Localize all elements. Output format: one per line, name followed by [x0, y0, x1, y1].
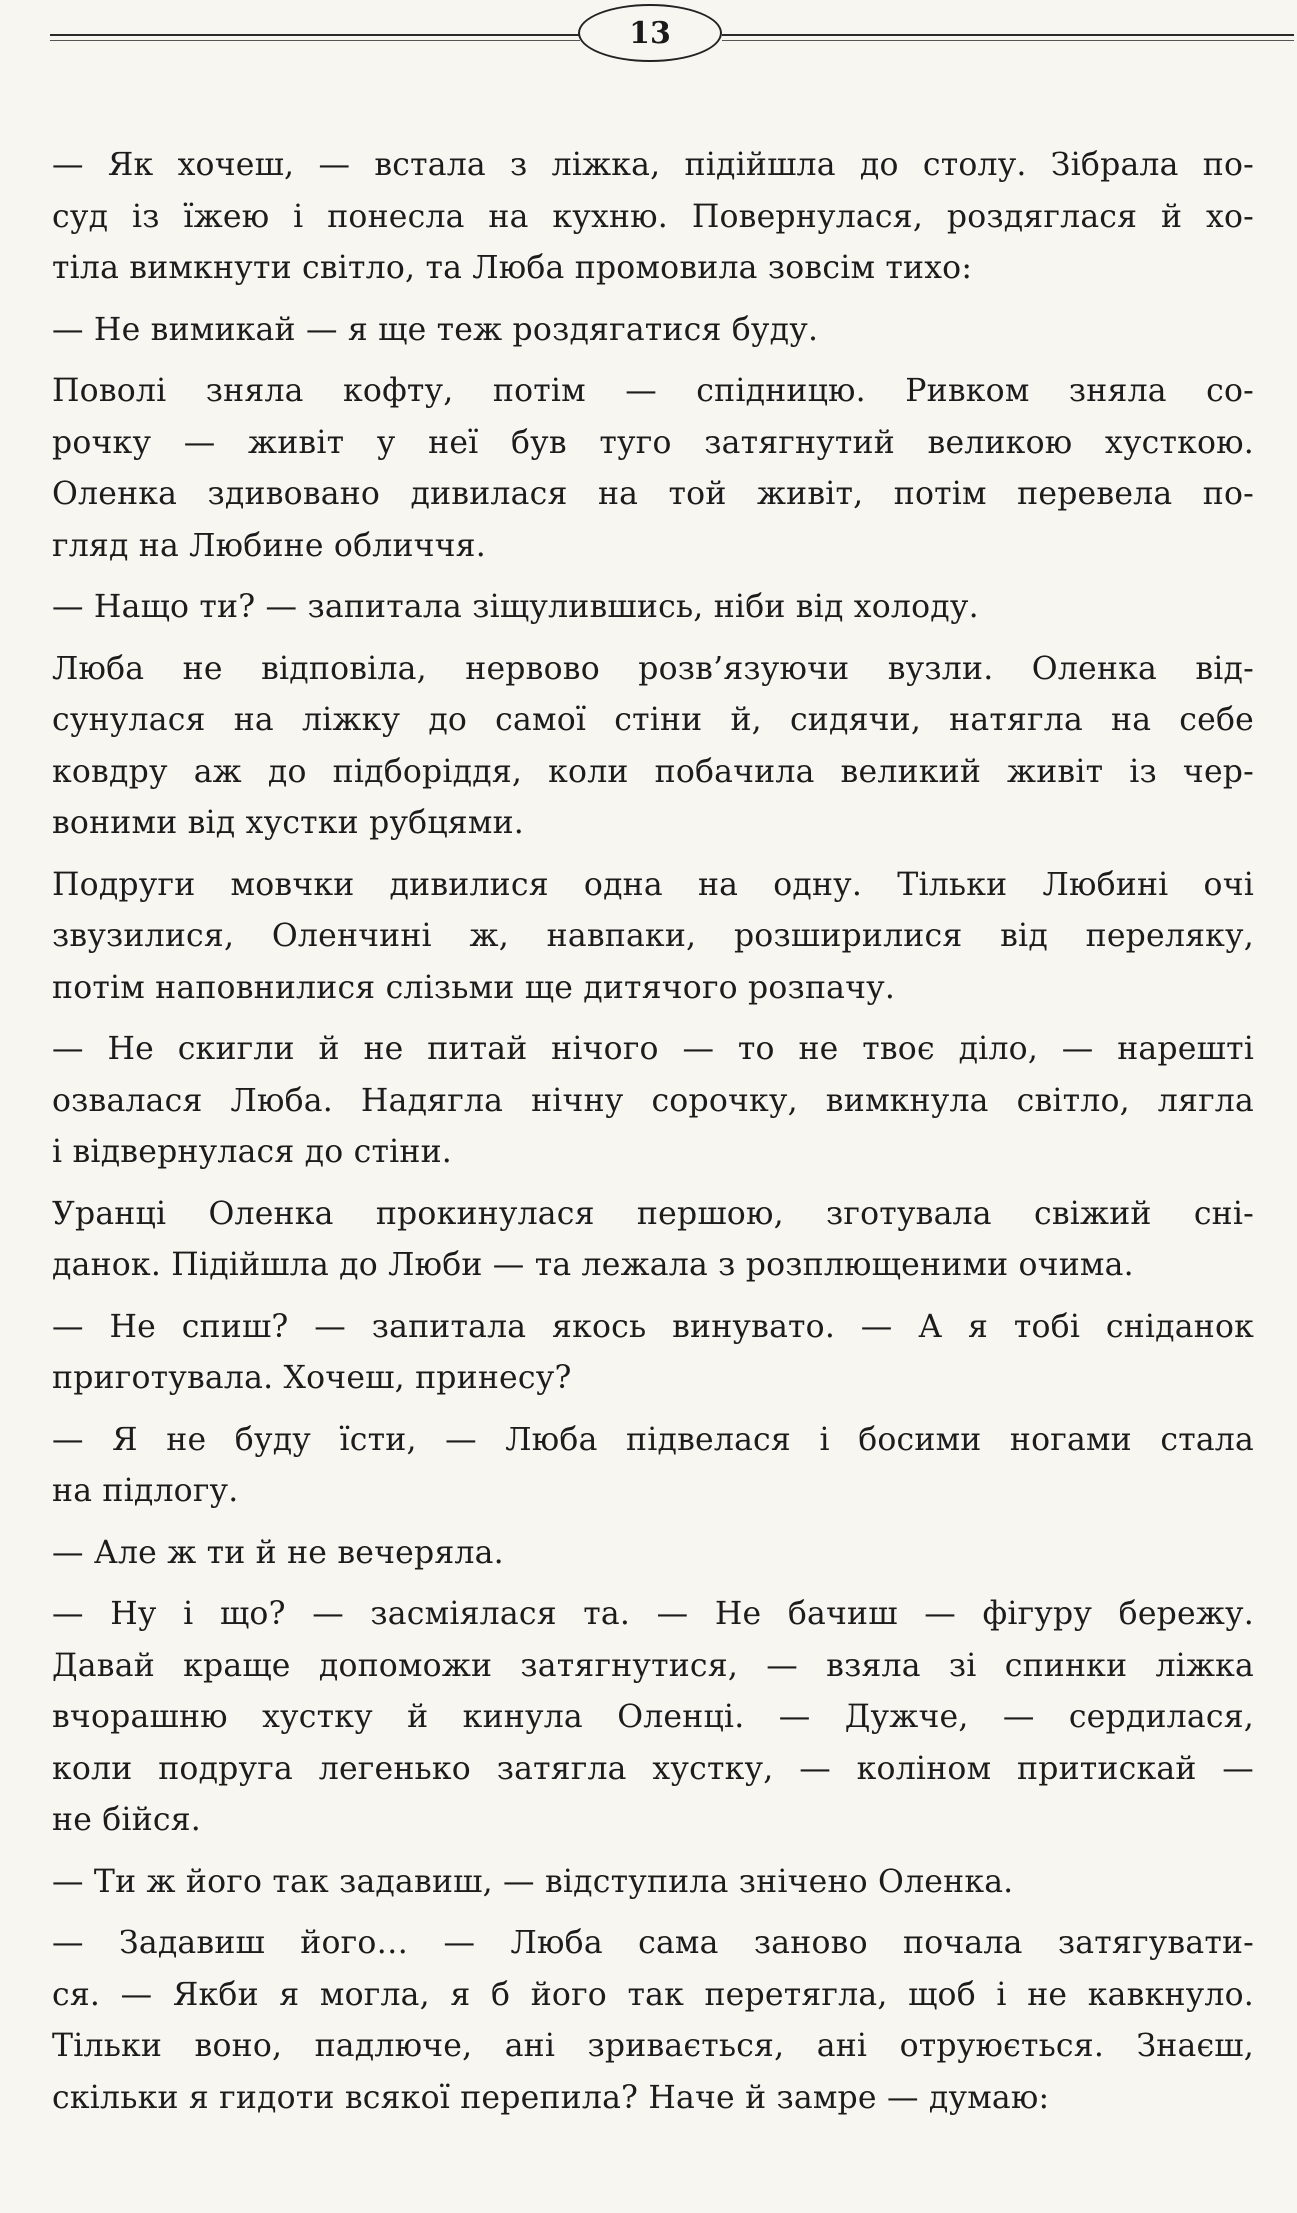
text-line: Поволі зняла кофту, потім — спідницю. Ривком зняла со- [52, 373, 1254, 409]
text-line: ковдру аж до підборіддя, коли побачила великий живіт із чер- [52, 753, 1254, 790]
paragraph [52, 1589, 1254, 1847]
paragraph [52, 1024, 1254, 1179]
text-line: — Ну і що? — засміялася та. — Не бачиш — фігуру бережу. [52, 1596, 1254, 1632]
page-number-oval [578, 4, 722, 62]
header-rule-left [50, 34, 580, 36]
text-line: воними від хустки рубцями. [52, 805, 524, 841]
text-line: — Ти ж його так задавиш, — відступила знічено Оленка. [52, 1863, 1014, 1900]
text-line: — Як хочеш, — встала з ліжка, підійшла до столу. Зібрала по- [52, 147, 1254, 183]
text-line: звузилися, Оленчині ж, навпаки, розширилися від переляку, [52, 918, 1254, 954]
text-line: данок. Підійшла до Люби — та лежала з розплющеними очима. [52, 1247, 1134, 1283]
header-rule-right [722, 34, 1294, 36]
paragraph [52, 1302, 1254, 1405]
text-line: не бійся. [52, 1802, 202, 1838]
paragraph [52, 860, 1254, 1015]
text-line: — Задавиш його… — Люба сама заново почала затягувати- [52, 1925, 1254, 1961]
page-header [0, 0, 1297, 70]
text-line: — Нащо ти? — запитала зіщулившись, ніби від холоду. [52, 589, 979, 625]
paragraph [52, 366, 1254, 572]
paragraph [52, 140, 1254, 295]
text-line: — Не скигли й не питай нічого — то не твоє діло, — нарешті [52, 1031, 1254, 1067]
text-line: Подруги мовчки дивилися одна на одну. Тільки Любині очі [52, 866, 1254, 903]
paragraph [52, 1189, 1254, 1292]
text-line: гляд на Любине обличчя. [52, 527, 486, 564]
text-line: скільки я гидоти всякої перепила? Наче й замре — думаю: [52, 2079, 1050, 2116]
header-rule-left-thin [50, 40, 580, 41]
text-line: ся. — Якби я могла, я б його так перетягла, щоб і не кавкнуло. [52, 1976, 1254, 2013]
page-number: 13 [629, 15, 671, 51]
text-line: коли подруга легенько затягла хустку, — коліном притискай — [52, 1750, 1254, 1787]
paragraph [52, 1415, 1254, 1518]
paragraph [52, 1528, 1254, 1580]
text-line: суд із їжею і понесла на кухню. Повернулася, роздяглася й хо- [52, 198, 1254, 235]
text-line: і відвернулася до стіни. [52, 1134, 452, 1170]
text-line: Люба не відповіла, нервово розв’язуючи вузли. Оленка від- [52, 650, 1254, 687]
text-line: Оленка здивовано дивилася на той живіт, потім перевела по- [52, 476, 1254, 512]
header-rule-right-thin [722, 40, 1294, 41]
text-line: Давай краще допоможи затягнутися, — взяла зі спинки ліжка [52, 1647, 1254, 1684]
text-line: приготувала. Хочеш, принесу? [52, 1360, 572, 1396]
text-line: Уранці Оленка прокинулася першою, зготувала свіжий сні- [52, 1195, 1254, 1232]
paragraph [52, 582, 1254, 634]
paragraph [52, 644, 1254, 850]
paragraph [52, 305, 1254, 357]
text-line: тіла вимкнути світло, та Люба промовила зовсім тихо: [52, 250, 973, 286]
text-line: потім наповнилися слізьми ще дитячого розпачу. [52, 969, 896, 1006]
text-line: озвалася Люба. Надягла нічну сорочку, вимкнула світло, лягла [52, 1082, 1254, 1119]
text-line: — Але ж ти й не вечеряла. [52, 1534, 504, 1571]
text-line: рочку — живіт у неї був туго затягнутий великою хусткою. [52, 424, 1254, 461]
text-line: — Не вимикай — я ще теж роздягатися буду. [52, 311, 819, 348]
text-line: вчорашню хустку й кинула Оленці. — Дужче, — сердилася, [52, 1699, 1254, 1735]
text-line: Тільки воно, падлюче, ані зривається, ані отруюється. Знаєш, [52, 2028, 1254, 2064]
paragraph [52, 1857, 1254, 1909]
text-line: сунулася на ліжку до самої стіни й, сидячи, натягла на себе [52, 702, 1254, 738]
body-text [52, 140, 1254, 2134]
text-line: — Я не буду їсти, — Люба підвелася і босими ногами стала [52, 1421, 1254, 1458]
paragraph [52, 1918, 1254, 2124]
text-line: на підлогу. [52, 1473, 239, 1509]
text-line: — Не спиш? — запитала якось винувато. — А я тобі сніданок [52, 1308, 1254, 1345]
